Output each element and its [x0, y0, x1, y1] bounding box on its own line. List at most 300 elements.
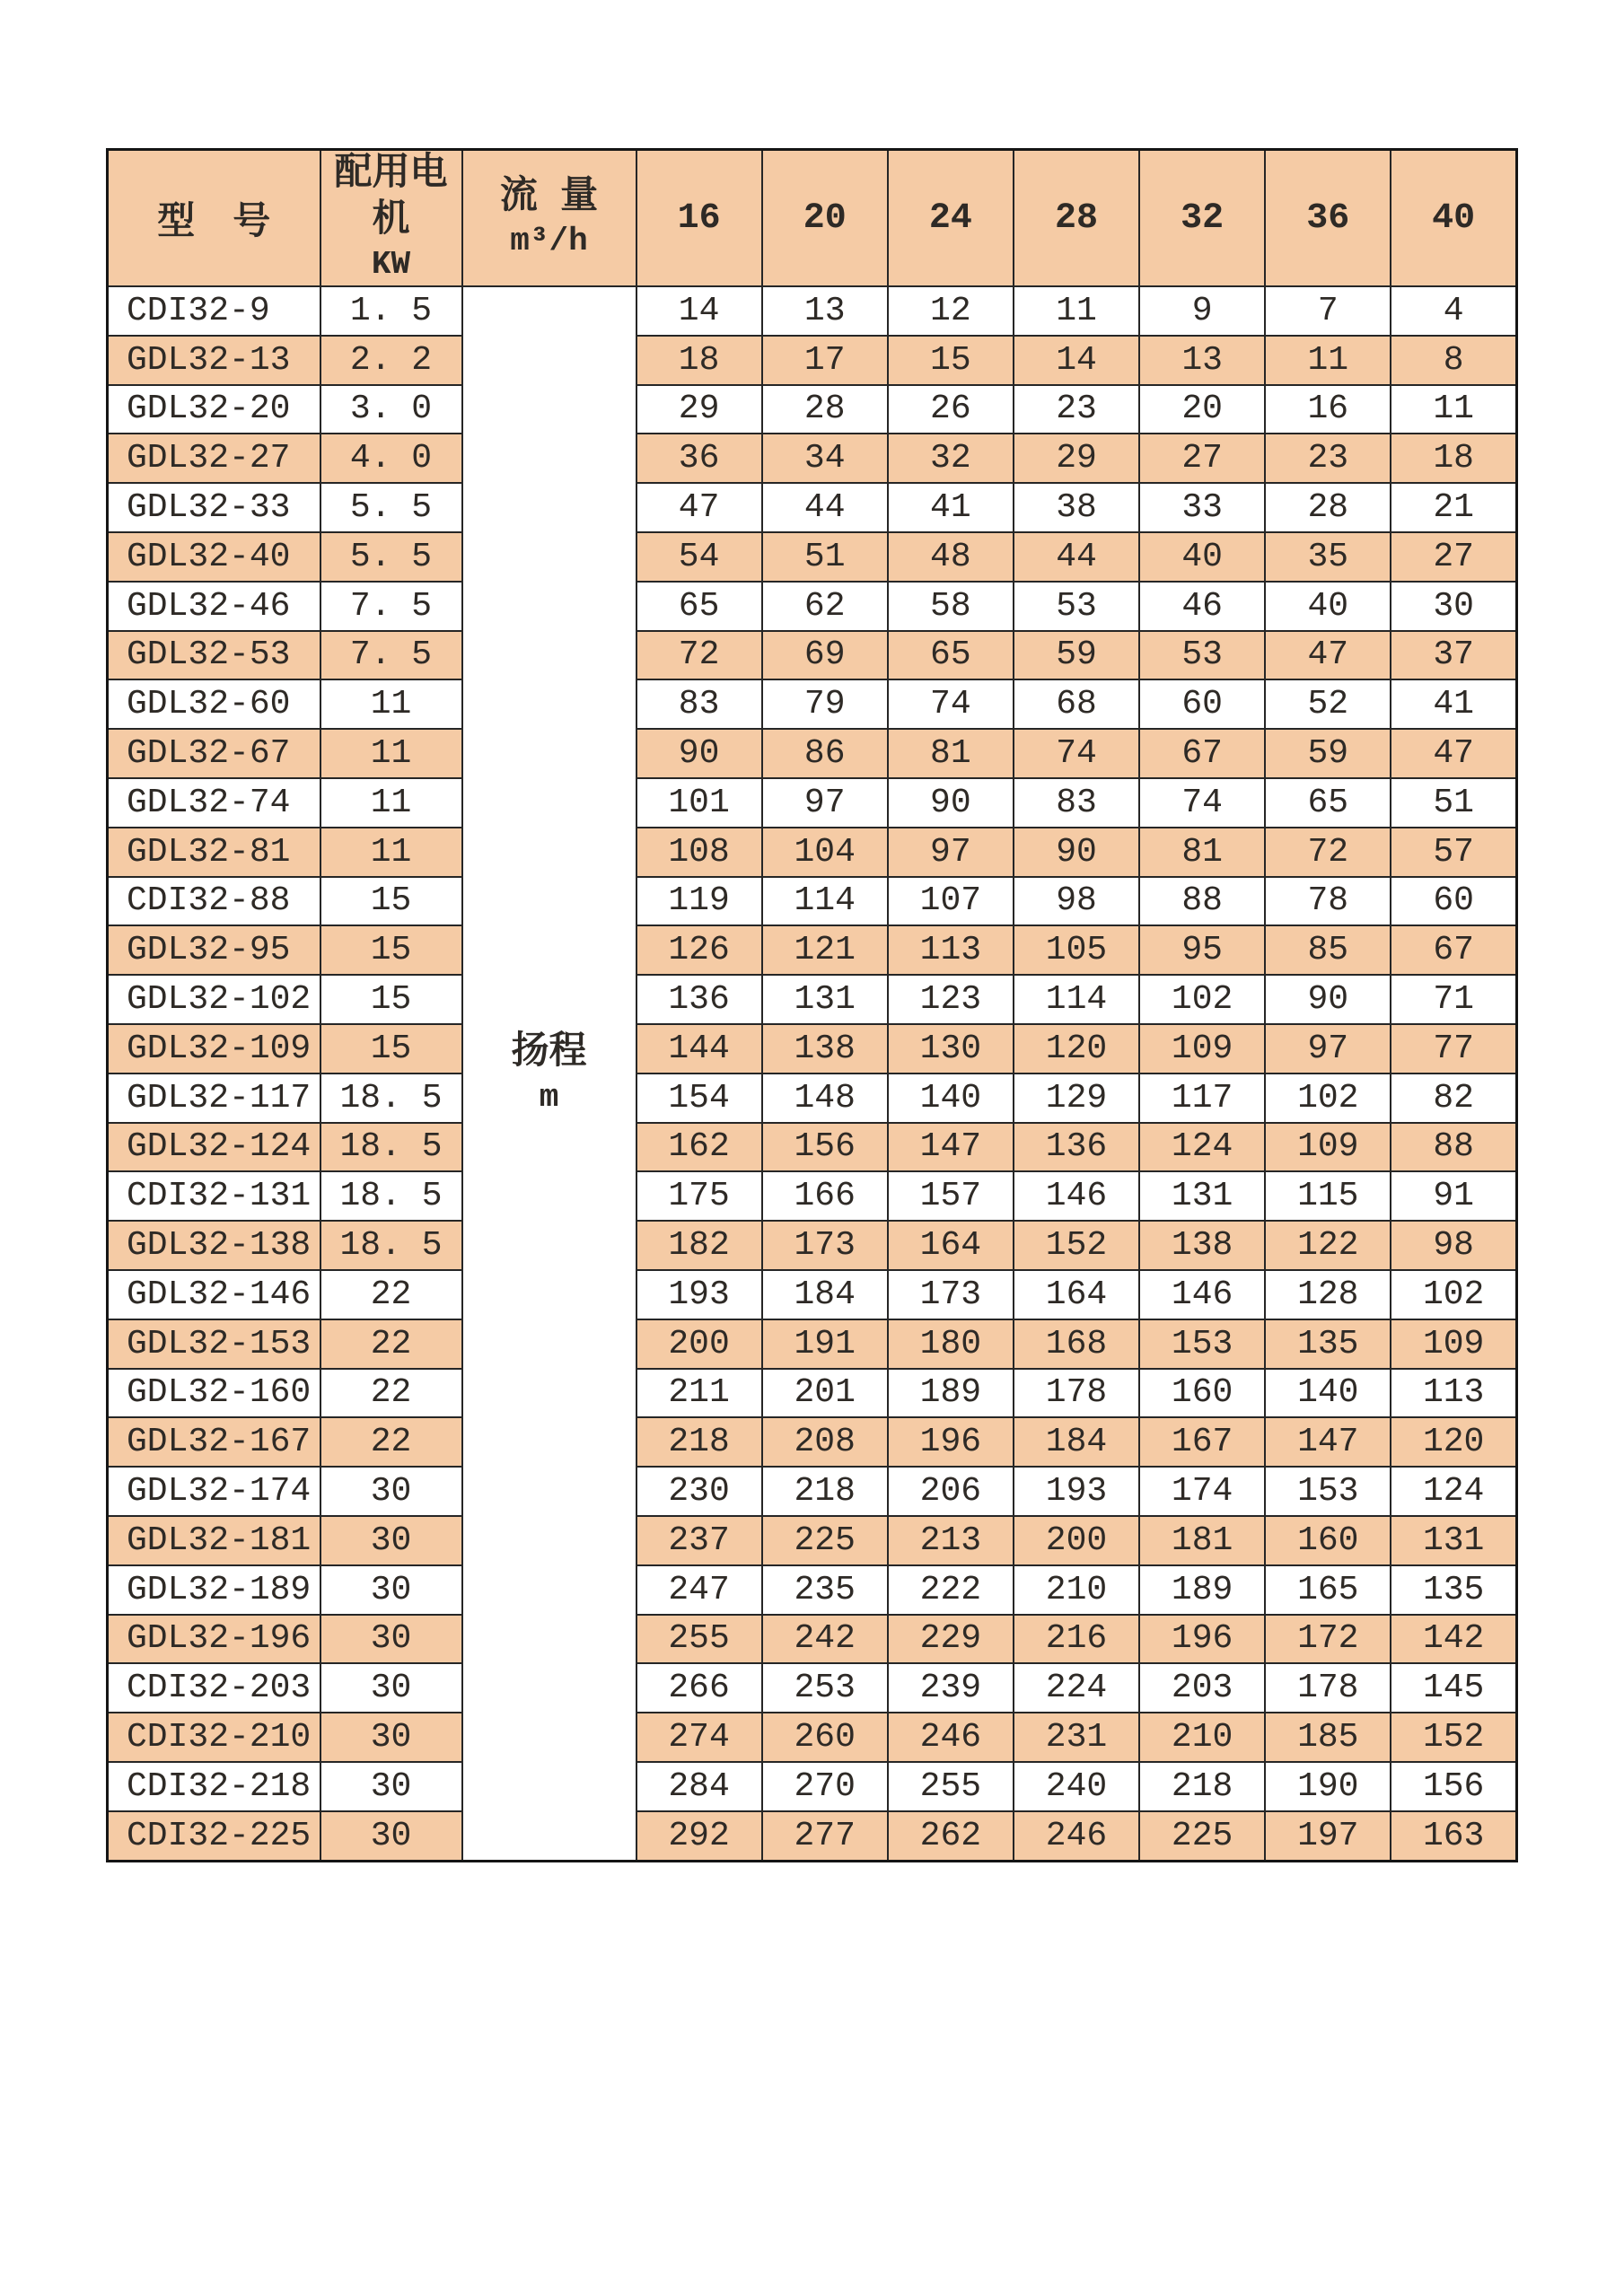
value-cell: 52	[1265, 679, 1391, 729]
kw-cell: 30	[320, 1565, 462, 1615]
table-row	[108, 1663, 1517, 1713]
table-row	[108, 434, 1517, 483]
value-cell: 34	[762, 434, 888, 483]
value-cell: 98	[1391, 1221, 1516, 1270]
value-cell: 27	[1391, 532, 1516, 582]
value-cell: 88	[1391, 1123, 1516, 1172]
value-cell: 156	[762, 1123, 888, 1172]
kw-cell: 11	[320, 828, 462, 877]
value-cell: 18	[636, 336, 762, 385]
value-cell: 37	[1391, 631, 1516, 680]
value-cell: 65	[888, 631, 1014, 680]
value-cell: 41	[1391, 679, 1516, 729]
value-cell: 142	[1391, 1615, 1516, 1664]
value-cell: 59	[1014, 631, 1139, 680]
value-cell: 113	[1391, 1369, 1516, 1418]
value-cell: 40	[1265, 582, 1391, 631]
kw-cell: 30	[320, 1762, 462, 1811]
value-cell: 12	[888, 286, 1014, 336]
value-cell: 131	[1139, 1171, 1265, 1221]
table-row	[108, 877, 1517, 926]
value-cell: 210	[1139, 1713, 1265, 1762]
table-row	[108, 1762, 1517, 1811]
value-cell: 163	[1391, 1811, 1516, 1862]
value-cell: 203	[1139, 1663, 1265, 1713]
model-cell: GDL32-160	[108, 1369, 320, 1418]
value-cell: 29	[1014, 434, 1139, 483]
value-cell: 71	[1391, 975, 1516, 1024]
value-cell: 260	[762, 1713, 888, 1762]
value-cell: 38	[1014, 483, 1139, 532]
value-cell: 138	[1139, 1221, 1265, 1270]
model-cell: GDL32-74	[108, 778, 320, 828]
header-flow-32: 32	[1139, 150, 1265, 287]
value-cell: 255	[636, 1615, 762, 1664]
value-cell: 114	[1014, 975, 1139, 1024]
value-cell: 47	[636, 483, 762, 532]
kw-cell: 22	[320, 1369, 462, 1418]
value-cell: 162	[636, 1123, 762, 1172]
value-cell: 189	[888, 1369, 1014, 1418]
value-cell: 90	[1265, 975, 1391, 1024]
value-cell: 35	[1265, 532, 1391, 582]
value-cell: 130	[888, 1024, 1014, 1074]
value-cell: 156	[1391, 1762, 1516, 1811]
value-cell: 240	[1014, 1762, 1139, 1811]
value-cell: 115	[1265, 1171, 1391, 1221]
header-motor-unit: KW	[371, 246, 411, 283]
value-cell: 218	[1139, 1762, 1265, 1811]
value-cell: 122	[1265, 1221, 1391, 1270]
value-cell: 173	[762, 1221, 888, 1270]
kw-cell: 30	[320, 1615, 462, 1664]
table-row	[108, 1171, 1517, 1221]
value-cell: 114	[762, 877, 888, 926]
value-cell: 53	[1139, 631, 1265, 680]
value-cell: 91	[1391, 1171, 1516, 1221]
model-cell: GDL32-67	[108, 729, 320, 778]
value-cell: 274	[636, 1713, 762, 1762]
value-cell: 166	[762, 1171, 888, 1221]
value-cell: 32	[888, 434, 1014, 483]
value-cell: 230	[636, 1467, 762, 1516]
value-cell: 197	[1265, 1811, 1391, 1862]
value-cell: 23	[1014, 385, 1139, 434]
value-cell: 144	[636, 1024, 762, 1074]
model-cell: GDL32-95	[108, 925, 320, 975]
model-cell: CDI32-218	[108, 1762, 320, 1811]
value-cell: 62	[762, 582, 888, 631]
value-cell: 146	[1139, 1270, 1265, 1319]
value-cell: 58	[888, 582, 1014, 631]
value-cell: 69	[762, 631, 888, 680]
value-cell: 90	[1014, 828, 1139, 877]
pump-spec-table-container	[106, 148, 1518, 1862]
value-cell: 117	[1139, 1074, 1265, 1123]
value-cell: 28	[762, 385, 888, 434]
value-cell: 180	[888, 1319, 1014, 1369]
value-cell: 53	[1014, 582, 1139, 631]
header-model: 型 号	[108, 150, 320, 287]
value-cell: 74	[1014, 729, 1139, 778]
value-cell: 216	[1014, 1615, 1139, 1664]
kw-cell: 18. 5	[320, 1221, 462, 1270]
value-cell: 211	[636, 1369, 762, 1418]
value-cell: 7	[1265, 286, 1391, 336]
value-cell: 201	[762, 1369, 888, 1418]
value-cell: 82	[1391, 1074, 1516, 1123]
header-flow-20: 20	[762, 150, 888, 287]
kw-cell: 2. 2	[320, 336, 462, 385]
value-cell: 102	[1391, 1270, 1516, 1319]
value-cell: 23	[1265, 434, 1391, 483]
kw-cell: 22	[320, 1270, 462, 1319]
table-row	[108, 1270, 1517, 1319]
value-cell: 167	[1139, 1417, 1265, 1467]
value-cell: 181	[1139, 1516, 1265, 1565]
value-cell: 147	[888, 1123, 1014, 1172]
kw-cell: 18. 5	[320, 1171, 462, 1221]
value-cell: 284	[636, 1762, 762, 1811]
value-cell: 44	[1014, 532, 1139, 582]
value-cell: 190	[1265, 1762, 1391, 1811]
value-cell: 81	[888, 729, 1014, 778]
value-cell: 78	[1265, 877, 1391, 926]
value-cell: 30	[1391, 582, 1516, 631]
model-cell: GDL32-138	[108, 1221, 320, 1270]
header-motor	[320, 150, 462, 287]
model-cell: CDI32-9	[108, 286, 320, 336]
value-cell: 185	[1265, 1713, 1391, 1762]
value-cell: 11	[1265, 336, 1391, 385]
model-cell: GDL32-46	[108, 582, 320, 631]
value-cell: 16	[1265, 385, 1391, 434]
value-cell: 13	[762, 286, 888, 336]
value-cell: 191	[762, 1319, 888, 1369]
header-flow-36: 36	[1265, 150, 1391, 287]
table-row	[108, 925, 1517, 975]
header-flow-28: 28	[1014, 150, 1139, 287]
model-cell: GDL32-40	[108, 532, 320, 582]
value-cell: 146	[1014, 1171, 1139, 1221]
head-label: 扬程	[511, 1031, 587, 1074]
value-cell: 128	[1265, 1270, 1391, 1319]
kw-cell: 7. 5	[320, 582, 462, 631]
value-cell: 101	[636, 778, 762, 828]
value-cell: 160	[1139, 1369, 1265, 1418]
value-cell: 178	[1014, 1369, 1139, 1418]
value-cell: 40	[1139, 532, 1265, 582]
value-cell: 270	[762, 1762, 888, 1811]
value-cell: 28	[1265, 483, 1391, 532]
value-cell: 123	[888, 975, 1014, 1024]
value-cell: 57	[1391, 828, 1516, 877]
header-flow-unit: m³/h	[510, 223, 588, 259]
value-cell: 208	[762, 1417, 888, 1467]
value-cell: 8	[1391, 336, 1516, 385]
value-cell: 119	[636, 877, 762, 926]
kw-cell: 15	[320, 877, 462, 926]
value-cell: 107	[888, 877, 1014, 926]
value-cell: 81	[1139, 828, 1265, 877]
value-cell: 79	[762, 679, 888, 729]
value-cell: 160	[1265, 1516, 1391, 1565]
kw-cell: 30	[320, 1713, 462, 1762]
table-row	[108, 532, 1517, 582]
value-cell: 213	[888, 1516, 1014, 1565]
value-cell: 67	[1391, 925, 1516, 975]
value-cell: 15	[888, 336, 1014, 385]
head-unit-merged-cell	[462, 286, 636, 1862]
kw-cell: 5. 5	[320, 532, 462, 582]
value-cell: 231	[1014, 1713, 1139, 1762]
value-cell: 262	[888, 1811, 1014, 1862]
value-cell: 145	[1391, 1663, 1516, 1713]
value-cell: 124	[1139, 1123, 1265, 1172]
kw-cell: 30	[320, 1467, 462, 1516]
kw-cell: 3. 0	[320, 385, 462, 434]
kw-cell: 18. 5	[320, 1074, 462, 1123]
value-cell: 48	[888, 532, 1014, 582]
value-cell: 21	[1391, 483, 1516, 532]
value-cell: 86	[762, 729, 888, 778]
header-row	[108, 150, 1517, 287]
value-cell: 67	[1139, 729, 1265, 778]
value-cell: 11	[1014, 286, 1139, 336]
value-cell: 47	[1391, 729, 1516, 778]
kw-cell: 11	[320, 679, 462, 729]
value-cell: 109	[1139, 1024, 1265, 1074]
table-row	[108, 1074, 1517, 1123]
value-cell: 85	[1265, 925, 1391, 975]
kw-cell: 15	[320, 975, 462, 1024]
model-cell: GDL32-102	[108, 975, 320, 1024]
value-cell: 153	[1265, 1467, 1391, 1516]
value-cell: 193	[636, 1270, 762, 1319]
value-cell: 135	[1391, 1565, 1516, 1615]
value-cell: 9	[1139, 286, 1265, 336]
value-cell: 108	[636, 828, 762, 877]
value-cell: 14	[1014, 336, 1139, 385]
value-cell: 131	[1391, 1516, 1516, 1565]
kw-cell: 30	[320, 1516, 462, 1565]
table-body	[108, 286, 1517, 1862]
model-cell: CDI32-225	[108, 1811, 320, 1862]
value-cell: 11	[1391, 385, 1516, 434]
table-row	[108, 1516, 1517, 1565]
value-cell: 152	[1391, 1713, 1516, 1762]
value-cell: 90	[636, 729, 762, 778]
kw-cell: 30	[320, 1663, 462, 1713]
value-cell: 51	[1391, 778, 1516, 828]
value-cell: 113	[888, 925, 1014, 975]
value-cell: 182	[636, 1221, 762, 1270]
value-cell: 184	[1014, 1417, 1139, 1467]
kw-cell: 11	[320, 729, 462, 778]
value-cell: 253	[762, 1663, 888, 1713]
value-cell: 97	[1265, 1024, 1391, 1074]
value-cell: 51	[762, 532, 888, 582]
value-cell: 164	[1014, 1270, 1139, 1319]
value-cell: 224	[1014, 1663, 1139, 1713]
value-cell: 229	[888, 1615, 1014, 1664]
table-row	[108, 582, 1517, 631]
header-flow-16: 16	[636, 150, 762, 287]
value-cell: 83	[1014, 778, 1139, 828]
value-cell: 193	[1014, 1467, 1139, 1516]
model-cell: GDL32-174	[108, 1467, 320, 1516]
kw-cell: 11	[320, 778, 462, 828]
kw-cell: 7. 5	[320, 631, 462, 680]
value-cell: 175	[636, 1171, 762, 1221]
model-cell: CDI32-88	[108, 877, 320, 926]
value-cell: 126	[636, 925, 762, 975]
table-row	[108, 1417, 1517, 1467]
kw-cell: 30	[320, 1811, 462, 1862]
kw-cell: 15	[320, 925, 462, 975]
value-cell: 189	[1139, 1565, 1265, 1615]
pump-spec-table	[106, 148, 1518, 1862]
value-cell: 255	[888, 1762, 1014, 1811]
value-cell: 222	[888, 1565, 1014, 1615]
model-cell: GDL32-153	[108, 1319, 320, 1369]
model-cell: GDL32-13	[108, 336, 320, 385]
value-cell: 33	[1139, 483, 1265, 532]
header-flow-40: 40	[1391, 150, 1516, 287]
kw-cell: 15	[320, 1024, 462, 1074]
value-cell: 20	[1139, 385, 1265, 434]
value-cell: 235	[762, 1565, 888, 1615]
model-cell: GDL32-109	[108, 1024, 320, 1074]
value-cell: 26	[888, 385, 1014, 434]
value-cell: 83	[636, 679, 762, 729]
value-cell: 13	[1139, 336, 1265, 385]
kw-cell: 22	[320, 1417, 462, 1467]
table-row	[108, 1713, 1517, 1762]
table-row	[108, 385, 1517, 434]
table-row	[108, 631, 1517, 680]
table-row	[108, 286, 1517, 336]
value-cell: 97	[888, 828, 1014, 877]
value-cell: 109	[1391, 1319, 1516, 1369]
value-cell: 105	[1014, 925, 1139, 975]
value-cell: 44	[762, 483, 888, 532]
value-cell: 196	[1139, 1615, 1265, 1664]
value-cell: 140	[888, 1074, 1014, 1123]
value-cell: 18	[1391, 434, 1516, 483]
value-cell: 246	[1014, 1811, 1139, 1862]
value-cell: 17	[762, 336, 888, 385]
value-cell: 109	[1265, 1123, 1391, 1172]
header-flow-label: 流 量	[499, 176, 599, 219]
value-cell: 68	[1014, 679, 1139, 729]
model-cell: GDL32-196	[108, 1615, 320, 1664]
value-cell: 200	[636, 1319, 762, 1369]
table-row	[108, 1024, 1517, 1074]
value-cell: 168	[1014, 1319, 1139, 1369]
value-cell: 147	[1265, 1417, 1391, 1467]
model-cell: GDL32-81	[108, 828, 320, 877]
value-cell: 77	[1391, 1024, 1516, 1074]
table-row	[108, 1615, 1517, 1664]
value-cell: 102	[1265, 1074, 1391, 1123]
value-cell: 135	[1265, 1319, 1391, 1369]
value-cell: 60	[1139, 679, 1265, 729]
value-cell: 98	[1014, 877, 1139, 926]
model-cell: GDL32-27	[108, 434, 320, 483]
value-cell: 59	[1265, 729, 1391, 778]
table-row	[108, 1319, 1517, 1369]
model-cell: GDL32-181	[108, 1516, 320, 1565]
kw-cell: 5. 5	[320, 483, 462, 532]
value-cell: 136	[636, 975, 762, 1024]
value-cell: 154	[636, 1074, 762, 1123]
value-cell: 95	[1139, 925, 1265, 975]
table-row	[108, 975, 1517, 1024]
model-cell: GDL32-124	[108, 1123, 320, 1172]
value-cell: 90	[888, 778, 1014, 828]
value-cell: 140	[1265, 1369, 1391, 1418]
value-cell: 46	[1139, 582, 1265, 631]
model-cell: CDI32-203	[108, 1663, 320, 1713]
value-cell: 210	[1014, 1565, 1139, 1615]
table-row	[108, 483, 1517, 532]
value-cell: 218	[636, 1417, 762, 1467]
table-row	[108, 1811, 1517, 1862]
value-cell: 237	[636, 1516, 762, 1565]
value-cell: 172	[1265, 1615, 1391, 1664]
kw-cell: 1. 5	[320, 286, 462, 336]
model-cell: GDL32-189	[108, 1565, 320, 1615]
header-flow	[462, 150, 636, 287]
value-cell: 157	[888, 1171, 1014, 1221]
model-cell: GDL32-20	[108, 385, 320, 434]
table-row	[108, 1123, 1517, 1172]
value-cell: 104	[762, 828, 888, 877]
model-cell: GDL32-167	[108, 1417, 320, 1467]
value-cell: 47	[1265, 631, 1391, 680]
table-row	[108, 336, 1517, 385]
table-row	[108, 828, 1517, 877]
value-cell: 41	[888, 483, 1014, 532]
value-cell: 239	[888, 1663, 1014, 1713]
value-cell: 266	[636, 1663, 762, 1713]
value-cell: 72	[1265, 828, 1391, 877]
header-motor-label: 配用电机	[334, 153, 448, 242]
value-cell: 164	[888, 1221, 1014, 1270]
value-cell: 148	[762, 1074, 888, 1123]
value-cell: 36	[636, 434, 762, 483]
kw-cell: 4. 0	[320, 434, 462, 483]
value-cell: 246	[888, 1713, 1014, 1762]
model-cell: GDL32-33	[108, 483, 320, 532]
value-cell: 120	[1391, 1417, 1516, 1467]
table-row	[108, 1369, 1517, 1418]
table-row	[108, 679, 1517, 729]
value-cell: 120	[1014, 1024, 1139, 1074]
table-row	[108, 778, 1517, 828]
value-cell: 129	[1014, 1074, 1139, 1123]
value-cell: 4	[1391, 286, 1516, 336]
value-cell: 60	[1391, 877, 1516, 926]
value-cell: 153	[1139, 1319, 1265, 1369]
model-cell: GDL32-146	[108, 1270, 320, 1319]
kw-cell: 18. 5	[320, 1123, 462, 1172]
value-cell: 138	[762, 1024, 888, 1074]
value-cell: 184	[762, 1270, 888, 1319]
value-cell: 165	[1265, 1565, 1391, 1615]
value-cell: 200	[1014, 1516, 1139, 1565]
